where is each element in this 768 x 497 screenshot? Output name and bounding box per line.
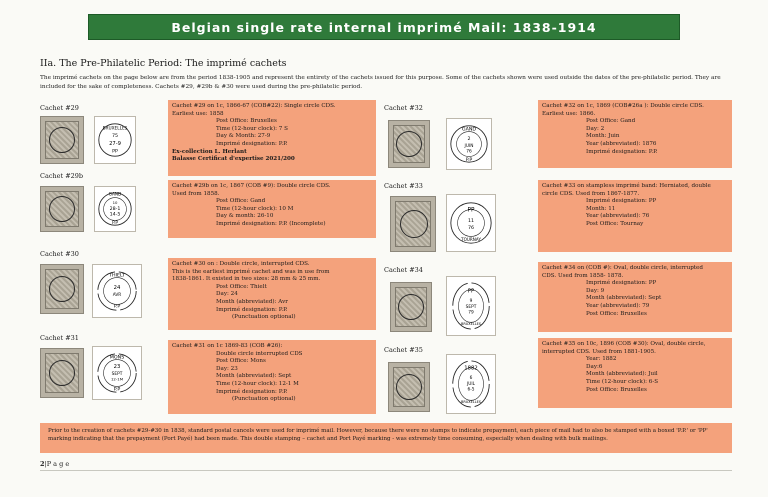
cachet-35-desc-line: Cachet #35 on 10c, 1896 (COB #30): Oval, double circle, (542, 341, 706, 347)
page-title-bar (88, 14, 680, 40)
cachet-32-tracing-year: 76 (466, 149, 472, 155)
cachet-29b-desc-line: Time (12-hour clock): 10 M (216, 205, 294, 212)
cachet-31-tracing-time: 12-1M (111, 376, 123, 382)
cachet-29b-stamp-image (40, 186, 84, 232)
cachet-29b-tracing-pp: P.P (112, 221, 118, 227)
cachet-31-desc-line: Day: 23 (216, 365, 238, 372)
cachet-31-desc-line: Double circle interrupted CDS (216, 350, 303, 357)
cachet-29-desc-line: Balasse Certificat d'expertise 2021/200 (172, 156, 295, 163)
cachet-35-description (538, 338, 732, 408)
cachet-33-tracing-pp: PP (467, 207, 475, 214)
cachet-29-desc-line: Earliest use: 1858 (172, 110, 224, 117)
cachet-29b-tracing-date1: 28-1 (109, 206, 121, 212)
cachet-35-stamp-image (388, 362, 430, 412)
cachet-33-desc-line: Month: 11 (586, 205, 616, 212)
cachet-29-description (168, 100, 376, 176)
cachet-29b-tracing (94, 186, 136, 232)
cachet-31-desc-line: Time (12-hour clock): 12-1 M (216, 380, 299, 387)
cachet-34-desc-line: Imprimé designation: PP (586, 280, 657, 287)
cachet-32-tracing-day: 2 (467, 137, 471, 143)
cachet-31-tracing-pp: P.P (113, 387, 121, 393)
page-word: P a g e (46, 460, 70, 468)
cachet-33-description (538, 180, 732, 252)
cachet-32-desc-line: Month: Juin (586, 133, 620, 140)
cachet-31-tracing-office: MONS (109, 355, 125, 361)
cachet-29-label: Cachet #29 (40, 104, 79, 112)
cachet-35-desc-line: Day:6 (586, 363, 603, 370)
cachet-29-tracing-date: 27-9 (109, 140, 121, 147)
cachet-34-desc-line: Day: 9 (586, 287, 605, 294)
cachet-33-desc-line: Year (abbreviated): 76 (586, 213, 650, 220)
cachet-34-desc-line: Year (abbreviated): 79 (586, 302, 650, 309)
cachet-31-desc-line: Cachet #31 on 1c 1869-83 (COB #26): (172, 343, 283, 349)
cachet-29-stamp-image (40, 116, 84, 164)
cachet-35-desc-line: Month (abbreviated): Juil (586, 371, 658, 378)
cachet-34-description (538, 262, 732, 332)
cachet-31-label: Cachet #31 (40, 334, 79, 342)
cachet-35-tracing-svg (447, 355, 495, 413)
cachet-32-label: Cachet #32 (384, 104, 423, 112)
cachet-32-desc-line: Imprimé designation: P.P. (586, 148, 658, 155)
cachet-30-desc-line: Month (abbreviated): Avr (216, 298, 288, 305)
cachet-33-stamp-image (390, 196, 436, 252)
cachet-33-tracing-year: 76 (467, 225, 475, 231)
cachet-31-tracing (92, 346, 142, 400)
cachet-34-tracing-pp: PP (467, 288, 475, 295)
cachet-35-tracing-office: BRUXELLES (461, 400, 481, 405)
cachet-34-stamp-image (390, 282, 432, 332)
cachet-35-label: Cachet #35 (384, 346, 423, 354)
cachet-35-tracing-year: 1882 (464, 365, 478, 372)
cachet-31-description (168, 340, 376, 414)
cachet-29-desc-line: Time (12-hour clock): 7 S (216, 125, 288, 132)
cachet-29b-tracing-date2: 14-5 (109, 212, 121, 218)
cachet-29-desc-line: Imprimé designation: P.P. (216, 140, 288, 147)
cachet-30-desc-line: Post Office: Thielt (216, 283, 267, 290)
cachet-29-tracing-time: 75 (111, 134, 119, 140)
cachet-32-desc-line: Day: 2 (586, 125, 605, 132)
cachet-34-tracing-office: BRUXELLES (461, 322, 481, 327)
cachet-35-desc-line: Time (12-hour clock): 6-S (586, 378, 659, 385)
cachet-31-desc-line: Imprimé designation: P.P. (216, 388, 288, 395)
cachet-29b-desc-line: Day & month: 26-10 (216, 213, 274, 220)
cachet-31-desc-line: (Punctuation optional) (232, 396, 296, 403)
cachet-34-desc-line: Post Office: Bruxelles (586, 310, 647, 317)
cachet-29-tracing-office: BRUXELLES (102, 126, 128, 132)
cachet-30-desc-line: 1838-1861. It existed in two sizes: 28 mm & 25 mm. (172, 276, 321, 283)
page-number-value: 2 (40, 460, 45, 468)
cachet-31-stamp-image (40, 348, 84, 398)
cachet-30-tracing-day: 24 (113, 285, 121, 292)
cachet-29-tracing-pp: PP (112, 149, 118, 155)
cachet-33-label: Cachet #33 (384, 182, 423, 190)
cachet-29b-desc-line: Used from 1858. (172, 190, 220, 197)
cachet-31-tracing-svg (93, 347, 141, 399)
cachet-32-tracing-pp: P.P (465, 158, 473, 164)
cachet-35-tracing (446, 354, 496, 414)
cachet-30-desc-line: (Punctuation optional) (232, 314, 296, 321)
cachet-29-desc-line: Ex-collection L. Herlant (172, 148, 247, 155)
cachet-30-desc-line: This is the earliest imprimé cachet and was in use from (172, 268, 330, 275)
cachet-34-tracing (446, 276, 496, 336)
cachet-30-label: Cachet #30 (40, 250, 79, 258)
cachet-29b-label: Cachet #29b (40, 172, 84, 180)
cachet-30-desc-line: Imprimé designation: P.P. (216, 306, 288, 313)
cachet-35-tracing-month: JUIL (466, 381, 476, 387)
cachet-29-desc-line: Day & Month: 27-9 (216, 133, 271, 140)
cachet-29-desc-line: Post Office: Bruxelles (216, 118, 277, 125)
footer-note: Prior to the creation of cachets #29-#30 in 1838, standard postal cancels were used for imprimé mail. However, because there were no stamps to indicate prepayment, each piece of mail had to also be stamped with a boxed 'P.P.' or 'PP' marking indicating that the prepayment (Port Payé) had been made. This double stamping – cachet and Port Payé marking - was extremely time consuming, especially when dealing with bulk mailings. (40, 423, 732, 453)
section-heading: IIa. The Pre-Philatelic Period: The imprimé cachets (40, 58, 287, 69)
cachet-32-tracing-month: JUIN (464, 143, 474, 149)
cachet-32-tracing (446, 118, 492, 170)
cachet-34-desc-line: Cachet #34 on (COB #): Oval, double circle, interrupted (542, 265, 703, 271)
cachet-29-tracing (94, 116, 136, 164)
cachet-32-desc-line: Post Office: Gand (586, 118, 636, 125)
cachet-35-desc-line: Post Office: Bruxelles (586, 386, 647, 393)
cachet-30-description (168, 258, 376, 330)
cachet-30-tracing-month: AVR (112, 292, 122, 298)
cachet-29b-desc-line: Cachet #29b on 1c, 1867 (COB #9): Double circle CDS. (172, 183, 331, 189)
cachet-31-tracing-day: 23 (113, 364, 121, 371)
cachet-35-tracing-time: 6-5 (467, 387, 475, 393)
cachet-32-tracing-svg (447, 119, 491, 169)
cachet-34-label: Cachet #34 (384, 266, 423, 274)
cachet-29b-desc-line: Post Office: Gand (216, 198, 266, 205)
cachet-29-desc-line: Cachet #29 on 1c, 1866-67 (COB#22): Single circle CDS. (172, 103, 336, 109)
cachet-35-tracing-day: 6 (469, 376, 473, 382)
cachet-30-tracing (92, 264, 142, 318)
cachet-32-desc-line: Cachet #32 on 1c, 1869 (COB#26a ): Double circle CDS. (542, 103, 704, 109)
cachet-33-desc-line: Imprimé designation: PP (586, 198, 657, 205)
cachet-35-desc-line: Year: 1882 (586, 356, 617, 363)
cachet-34-tracing-month: SEPT (465, 304, 477, 310)
cachet-31-tracing-month: SEPT (111, 371, 123, 377)
cachet-33-tracing-month: 11 (467, 219, 475, 225)
cachet-32-desc-line: Year (abbreviated): 1876 (586, 140, 657, 147)
cachet-30-tracing-svg (93, 265, 141, 317)
cachet-34-tracing-day: 9 (469, 299, 473, 305)
cachet-33-tracing-office: TOURNAY (461, 237, 481, 243)
cachet-33-desc-line: Post Office: Tournay (586, 220, 644, 227)
cachet-30-desc-line: Cachet #30 on : Double circle, interrupted CDS. (172, 261, 310, 267)
cachet-33-desc-line: Cachet #33 on stampless imprimé band: Herniated, double (542, 183, 711, 189)
cachet-35-desc-line: interrupted CDS. Used from 1881-1905. (542, 348, 656, 355)
footer-rule (40, 470, 732, 471)
cachet-32-desc-line: Earliest use: 1866. (542, 110, 596, 117)
cachet-33-tracing (446, 194, 496, 252)
cachet-30-desc-line: Day: 24 (216, 291, 238, 298)
page-title: Belgian single rate internal imprimé Mail: 1838-1914 (171, 19, 597, 35)
cachet-29b-tracing-time: 10 (112, 200, 118, 206)
cachet-29b-description (168, 180, 376, 238)
cachet-31-desc-line: Month (abbreviated): Sept (216, 373, 292, 380)
cachet-32-stamp-image (388, 120, 430, 168)
cachet-29b-desc-line: Imprimé designation: P.P. (Incomplete) (216, 220, 326, 227)
page-number: 2|P a g e (40, 460, 70, 468)
cachet-34-desc-line: Month (abbreviated): Sept (586, 295, 662, 302)
cachet-29b-tracing-svg (95, 187, 135, 231)
cachet-29b-tracing-office: GAND (108, 192, 122, 198)
cachet-30-tracing-pp: P.P (113, 304, 121, 310)
cachet-30-tracing-office: THIELT (109, 273, 125, 279)
cachet-32-description (538, 100, 732, 168)
cachet-34-tracing-svg (447, 277, 495, 335)
cachet-34-tracing-year: 79 (468, 310, 474, 316)
cachet-33-desc-line: circle CDS. Used from 1867-1877. (542, 190, 640, 197)
cachet-34-desc-line: CDS. Used from 1858- 1878. (542, 272, 624, 279)
cachet-33-tracing-svg (447, 195, 495, 251)
cachet-30-stamp-image (40, 264, 84, 314)
cachet-31-desc-line: Post Office: Mons (216, 358, 266, 365)
intro-paragraph: The imprimé cachets on the page below are from the period 1838-1905 and represent the entirety of the cachets issued for this purpose. Some of the cachets shown were used outside the dates of the pre-philatelic period. They are included for the sake of completeness. Cachets #29, #29b & #30 were used during the pre-philatelic period. (40, 75, 721, 90)
cachet-29-tracing-svg (95, 117, 135, 163)
cachet-32-tracing-office: GAND (461, 127, 477, 133)
